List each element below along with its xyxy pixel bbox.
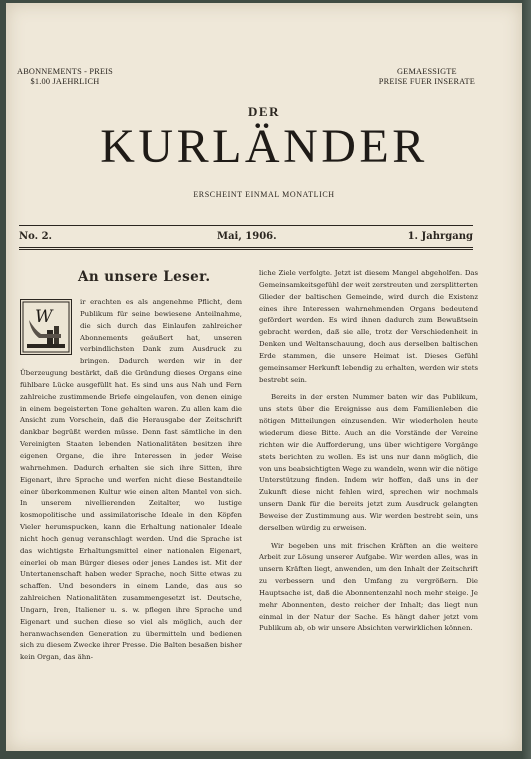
masthead-title: KURLÄNDER [100, 120, 428, 173]
issue-rule-bottom-2 [19, 249, 473, 250]
issue-line [19, 229, 473, 245]
advertising-notice [379, 67, 475, 87]
initial-w-icon [21, 300, 71, 354]
subscription-price [17, 67, 113, 87]
masthead-article: DER [248, 104, 280, 119]
article-title: An unsere Leser. [78, 269, 211, 285]
initial-letter: W [35, 307, 53, 327]
advertising-notice-line2: PREISE FUER INSERATE [378, 77, 475, 86]
binding-edge [522, 0, 531, 759]
advertising-notice-line1: GEMAESSIGTE [396, 67, 457, 76]
subscription-price-label: ABONNEMENTS - PREIS [17, 67, 113, 76]
masthead-subtitle: ERSCHEINT EINMAL MONATLICH [193, 190, 335, 199]
newspaper-page [6, 3, 522, 751]
issue-date: Mai, 1906. [217, 231, 277, 242]
decorative-initial [20, 299, 72, 355]
article-column-left [20, 297, 242, 664]
paragraph-right-3: Wir begeben uns mit frischen Kräften an die weitere Arbeit zur Lösung unserer Aufgabe. Wir werden alles, was in unsern Kräften liegt, anwenden, um den Inhalt der Zeitschrift zu verbessern und den Umfang zu vergrößern. Die Hauptsache ist, daß die Abonnentenzahl noch mehr steige. Je mehr Abonnenten, desto reicher der Inhalt; das liegt nun einmal in der Natur der Sache. Es hängt daher jetzt vom Publikum ab, ob wir unsere Absichten verwirklichen können. [259, 541, 478, 633]
article-column-right [259, 268, 478, 635]
paragraph-left-1: ir erachten es als angenehme Pflicht, dem Publikum für seine bewiesene Anteilnahme, die sich durch das Einlaufen zahlreicher Abonnements geäußert hat, unseren verbindlichsten Dank zum Ausdruck zu bringen. Dadurch werden wir in der Überzeugung bestärkt, daß die Gründung dieses Organs eine fühlbare Lücke ausgefüllt hat. Es sind uns aus Nah und Fern zahlreiche zustimmende Briefe eingelaufen, von denen einige in einem begeisterten Tone gehalten waren. Zu allen kam die Ansicht zum Vorschein, daß die Herausgabe der Zeitschrift dankbar begrüßt werden müsse. Denn fast sämtliche in den Vereinigten Staaten lebenden Nationalitäten besitzen ihre eigenen Organe, die ihre Interessen in jeder Weise wahrnehmen. Dadurch erhalten sie sich ihre Sitten, ihre Eigenart, ihre Sprache und werfen nicht diese Bestandteile einer überkommenen Kultur wie einen alten Mantel von sich. In unserem nivellierenden Zeitalter, wo lustige kosmopolitische und assimilatorische Ideale in den Köpfen Vieler herumspucken, kann die Erhaltung nationaler Ideale nicht hoch genug veranschlagt werden. Und die Sprache ist das wichtigste Erhaltungsmittel einer nationalen Eigenart, einerlei ob man Bürger dieses oder jenes Landes ist. Mit der Untertanenschaft haben weder Sprache, noch Sitte etwas zu schaffen. Und besonders in einem Lande, das aus so zahlreichen Nationalitäten zusammengesetzt ist. Deutsche, Ungarn, Iren, Italiener u. s. w. pflegen ihre Sprache und Eigenart und suchen diese so viel als möglich, auch der heranwachsenden Generation zu übermitteln und bedienen sich zu diesem Zwecke ihrer Presse. Die Balten besaßen bisher kein Organ, das ähn- [20, 298, 242, 662]
subscription-price-value: $1.00 JAEHRLICH [30, 77, 100, 86]
issue-volume: 1. Jahrgang [407, 231, 473, 242]
issue-rule-bottom [19, 247, 473, 248]
paragraph-right-2: Bereits in der ersten Nummer baten wir das Publikum, uns stets über die Ereignisse aus dem Familienleben die nötigen Mitteilungen einzusenden. Wir wiederholen heute wiederum diese Bitte. Auch an die Vorstände der Vereine richten wir die Aufforderung, uns über wichtigere Vorgänge stets berichten zu wollen. Es ist uns nur dann möglich, die von uns beabsichtigten Wege zu wandeln, wenn wir die nötige Unterstützung finden. Indem wir hoffen, daß uns in der Zukunft diese nicht fehlen wird, sprechen wir nochmals unsern Dank für die bereits jetzt zum Ausdruck gelangten Beweise der Zustimmung aus. Wir werden bestrebt sein, uns derselben würdig zu erweisen. [259, 393, 478, 532]
issue-number: No. 2. [19, 231, 53, 242]
paragraph-right-1: liche Ziele verfolgte. Jetzt ist diesem Mangel abgeholfen. Das Gemeinsamkeitsgefühl der weit zerstreuten und zersplitterten Glieder der baltischen Gemeinde, wird durch die Existenz eines ihre Interessen wahrnehmenden Organs bedeutend gefördert werden. Es wird ihnen dadurch zum Bewußtsein gebracht werden, daß sie alle, trotz der Verschiedenheit in Denken und Weltanschauung, doch aus derselben baltischen Erde stammen, die unsere Heimat ist. Dieses Gefühl gemeinsamer Herkunft lebendig zu erhalten, werden wir stets bestrebt sein. [259, 269, 478, 384]
issue-rule-top [19, 225, 473, 226]
